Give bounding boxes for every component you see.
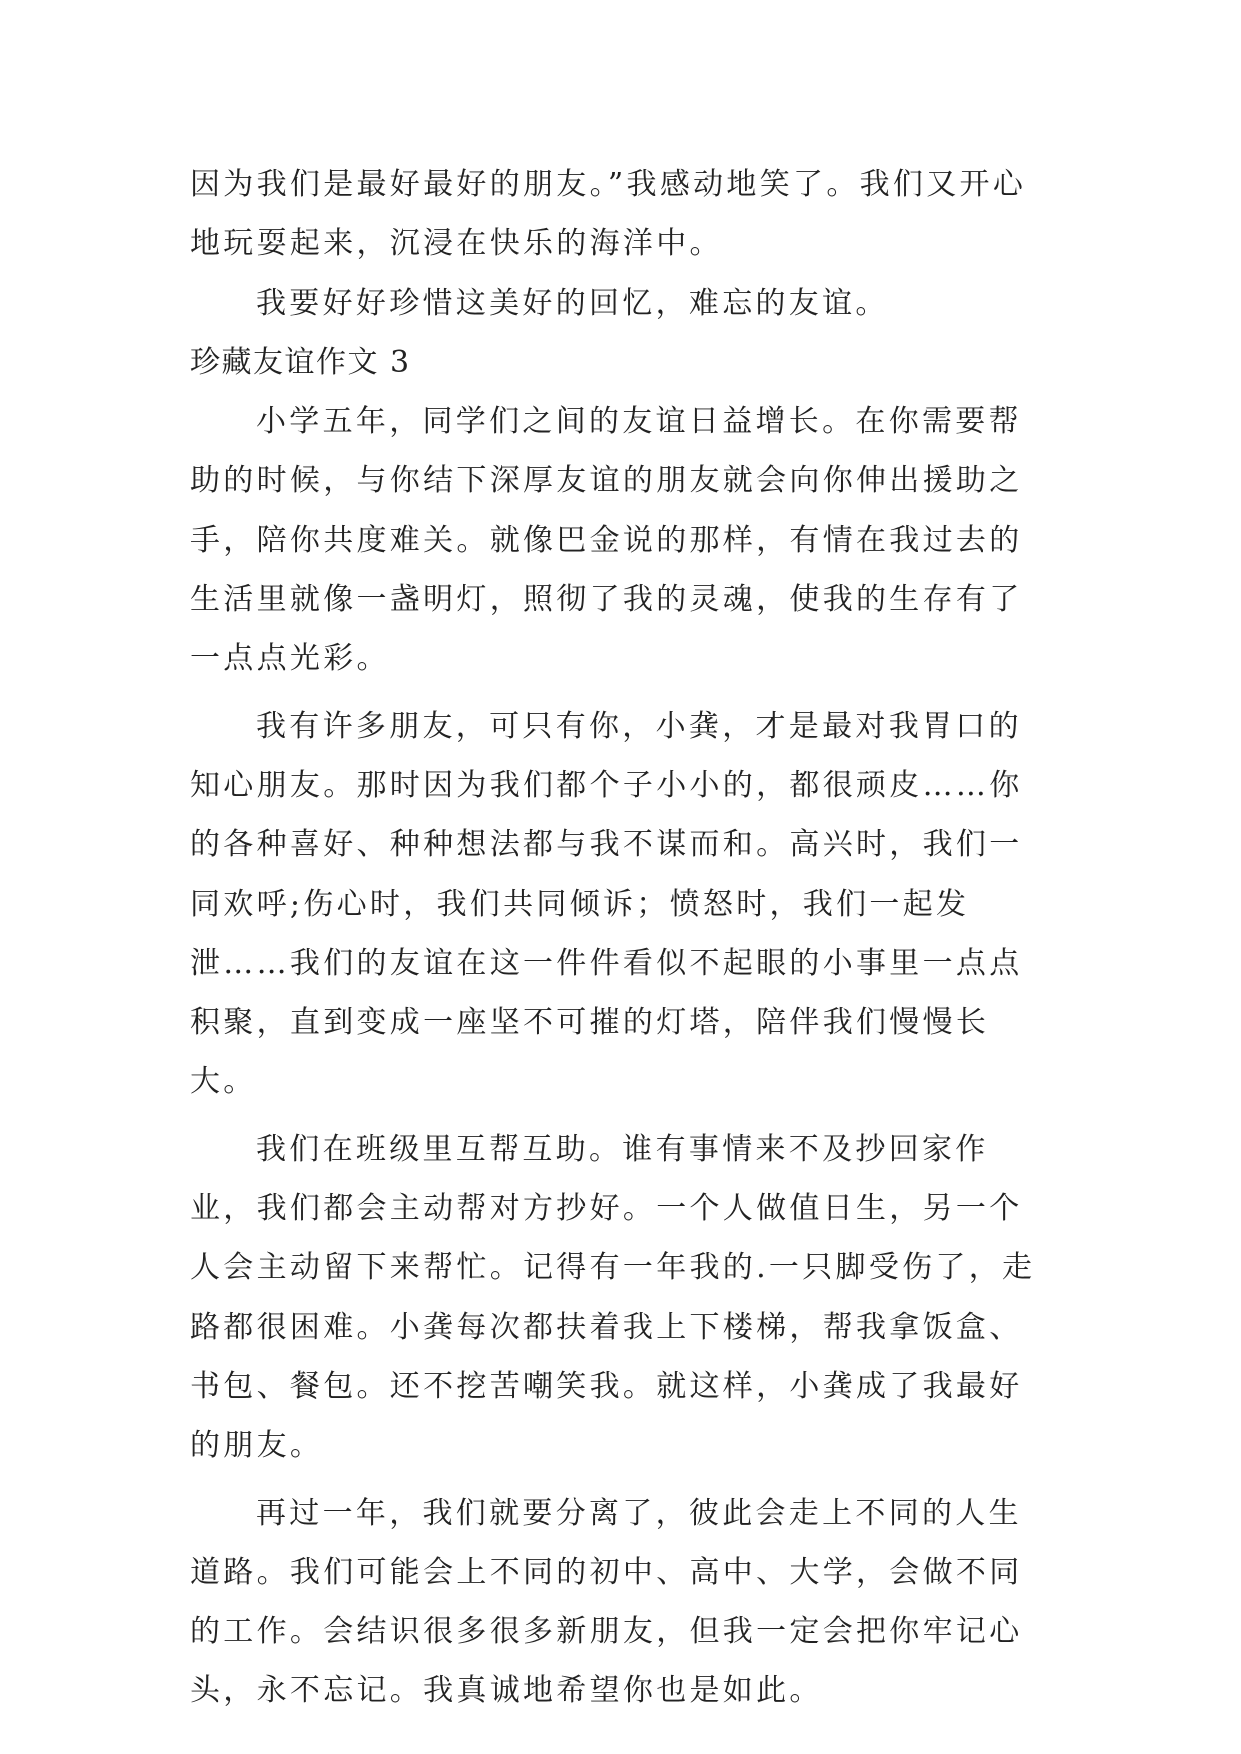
- closing-line: 我要好好珍惜这美好的回忆，难忘的友谊。: [256, 285, 889, 321]
- paragraph-4: 再过一年，我们就要分离了，彼此会走上不同的人生道路。我们可能会上不同的初中、高中、大学，会做不同的工作。会结识很多很多新朋友，但我一定会把你牢记心头，永不忘记。我真诚地希望你也是如此。: [190, 1495, 1023, 1709]
- essay-body: [190, 155, 1052, 1721]
- paragraph-3: 我们在班级里互帮互助。谁有事情来不及抄回家作业，我们都会主动帮对方抄好。一个人做值日生，另一个人会主动留下来帮忙。记得有一年我的.一只脚受伤了，走路都很困难。小龚每次都扶着我上下楼梯，帮我拿饭盒、书包、餐包。还不挖苦嘲笑我。就这样，小龚成了我最好的朋友。: [190, 1131, 1036, 1464]
- essay-title: 珍藏友谊作文 3: [190, 344, 411, 380]
- paragraph-2: 我有许多朋友，可只有你，小龚，才是最对我胃口的知心朋友。那时因为我们都个子小小的，都很顽皮……你的各种喜好、种种想法都与我不谋而和。高兴时，我们一同欢呼;伤心时，我们共同倾诉；愤怒时，我们一起发泄……我们的友谊在这一件件看似不起眼的小事里一点点积聚，直到变成一座坚不可摧的灯塔，陪伴我们慢慢长大。: [190, 708, 1023, 1100]
- paragraph-1: 小学五年，同学们之间的友谊日益增长。在你需要帮助的时候，与你结下深厚友谊的朋友就会向你伸出援助之手，陪你共度难关。就像巴金说的那样，有情在我过去的生活里就像一盏明灯，照彻了我的灵魂，使我的生存有了一点点光彩。: [190, 404, 1023, 677]
- continued-paragraph: 因为我们是最好最好的朋友。”我感动地笑了。我们又开心地玩耍起来，沉浸在快乐的海洋中。: [190, 167, 1027, 262]
